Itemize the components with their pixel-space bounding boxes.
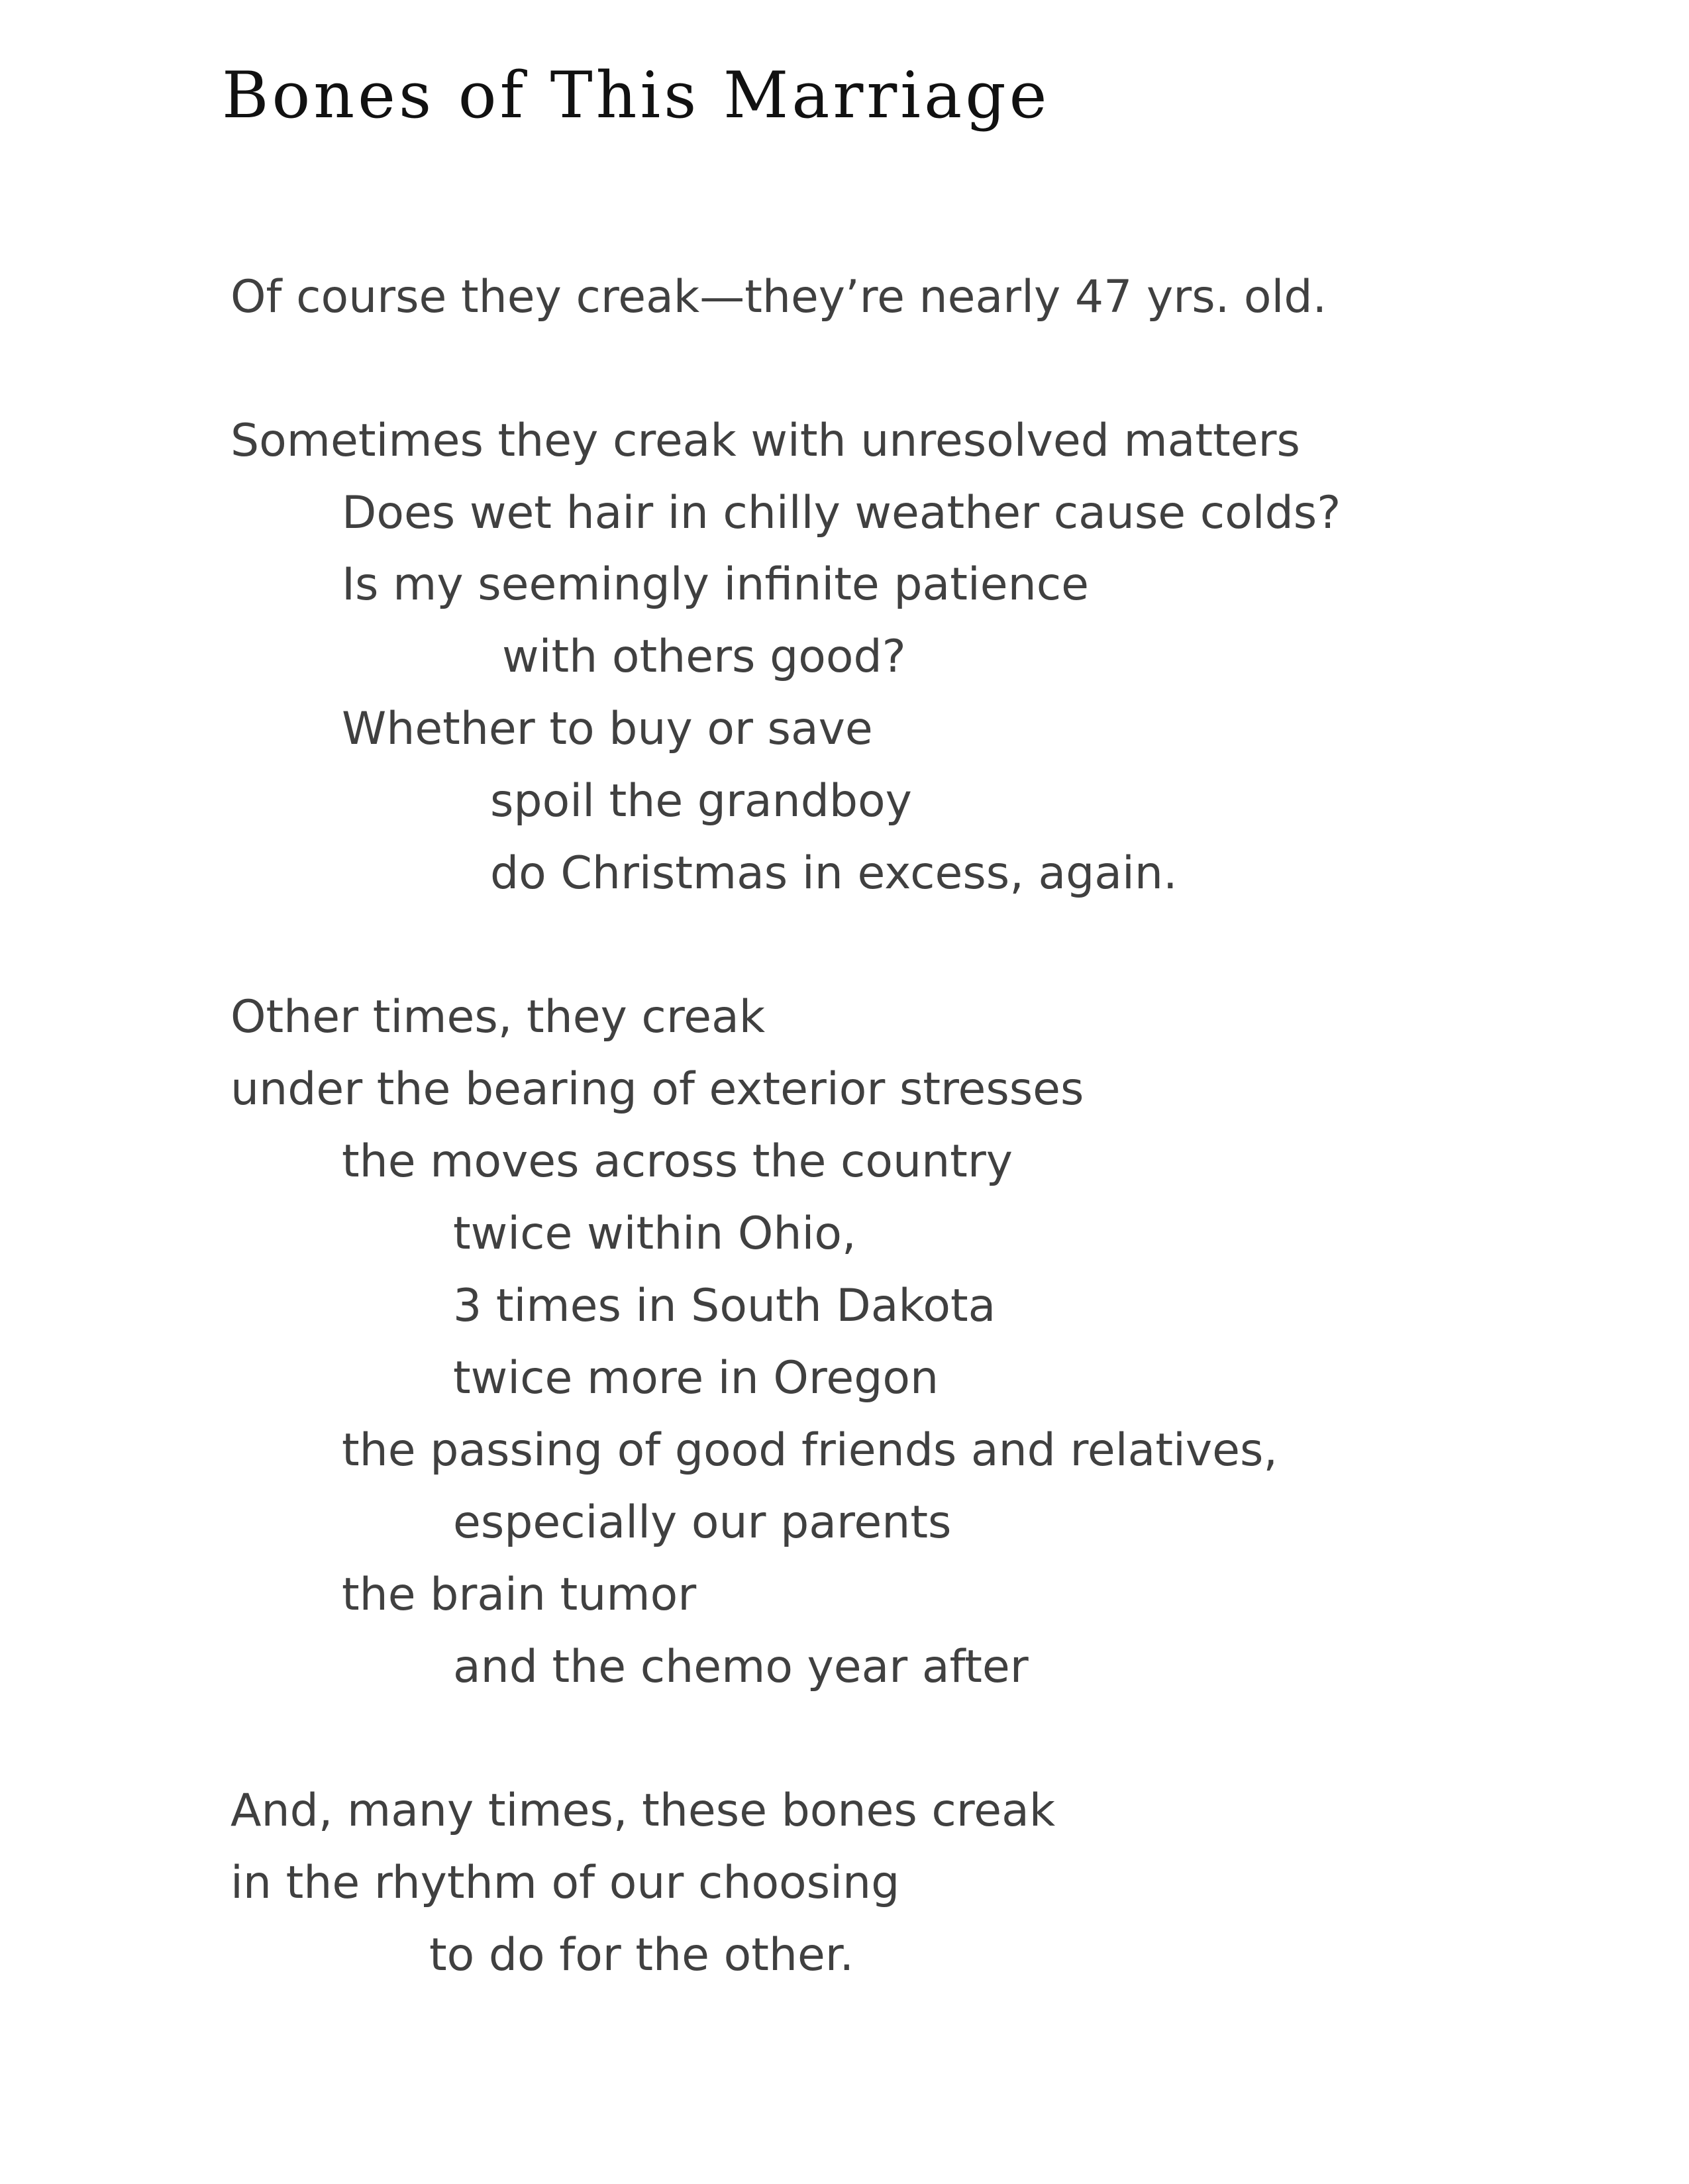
poem-line: Sometimes they creak with unresolved matters: [230, 415, 1300, 467]
poem-line: 3 times in South Dakota: [453, 1280, 996, 1332]
poem-line: the brain tumor: [342, 1569, 697, 1621]
poem-line: do Christmas in excess, again.: [490, 847, 1178, 900]
poem-line: twice within Ohio,: [453, 1208, 856, 1260]
poem-line: the moves across the country: [342, 1135, 1013, 1188]
poem-line: And, many times, these bones creak: [230, 1785, 1056, 1837]
poem-line: in the rhythm of our choosing: [230, 1857, 900, 1909]
poem-line: under the bearing of exterior stresses: [230, 1063, 1084, 1116]
poem-line: especially our parents: [453, 1496, 952, 1549]
poem-line: spoil the grandboy: [490, 775, 912, 827]
poem-line: the passing of good friends and relatives,: [342, 1424, 1278, 1477]
poem-title: Bones of This Marriage: [222, 58, 1050, 132]
poem-line: Does wet hair in chilly weather cause colds?: [342, 487, 1341, 539]
poem-line: to do for the other.: [429, 1929, 854, 1981]
poem-line: Whether to buy or save: [342, 703, 873, 755]
poem-line: with others good?: [502, 631, 906, 683]
poem-line: Of course they creak—they’re nearly 47 yrs. old.: [230, 271, 1327, 323]
poem-line: Is my seemingly infinite patience: [342, 558, 1089, 611]
poem-line: Other times, they creak: [230, 991, 766, 1043]
poem-line: and the chemo year after: [453, 1641, 1029, 1693]
poem-line: twice more in Oregon: [453, 1352, 939, 1404]
